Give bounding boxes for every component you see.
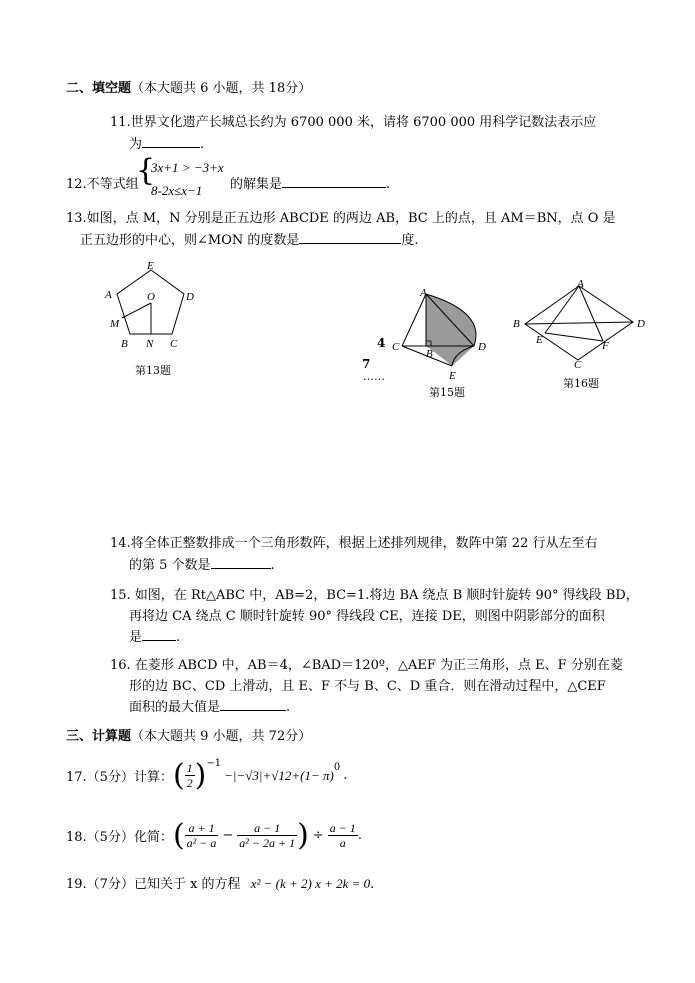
q18-f1-numerator: a + 1 xyxy=(185,821,219,836)
label-c: C xyxy=(170,338,178,350)
label-e: E xyxy=(536,334,543,346)
section-2-title: 二、填空题 xyxy=(66,81,132,96)
label-a: A xyxy=(105,289,112,301)
q18-fraction-1 xyxy=(185,821,219,850)
q18-end: . xyxy=(357,828,362,843)
figure-13-caption: 第13题 xyxy=(135,364,171,377)
q18-paren-open: ( xyxy=(172,818,185,853)
label-o: O xyxy=(147,291,155,303)
q17-fraction xyxy=(185,761,195,790)
label-a: A xyxy=(577,278,584,290)
section-3-note: （本大题共 9 小题，共 72分） xyxy=(131,729,312,744)
q11-answer-blank xyxy=(142,134,200,148)
q12-label: 12.不等式组 xyxy=(66,177,139,192)
question-15-line-1: 15. 如图，在 Rt△ABC 中，AB=2，BC=1.将边 BA 绕点 B 顺时针旋转 90° 得线段 BD， xyxy=(110,588,639,603)
fig14-row-4: 4 xyxy=(377,336,386,350)
q19-equation: x² − (k + 2) x + 2k = 0 xyxy=(250,876,371,891)
q19-end: . xyxy=(370,877,375,892)
shaded-region xyxy=(426,294,476,366)
question-17 xyxy=(66,758,347,793)
label-d: D xyxy=(186,291,194,303)
q18-label: 18.（5分）化简： xyxy=(66,830,173,845)
q14-prefix: 的第 5 个数是 xyxy=(129,558,211,573)
label-b: B xyxy=(121,338,128,350)
question-13-line-2 xyxy=(80,229,419,248)
segment-om xyxy=(122,303,151,318)
label-b: B xyxy=(426,348,433,360)
q12-inequality-1: 3x+1 > −3+x xyxy=(151,160,224,175)
question-15-line-2: 再将边 CA 绕点 C 顺时针旋转 90° 得线段 CE，连接 DE，则图中阴影部分的面积 xyxy=(129,609,605,624)
label-e: E xyxy=(449,370,456,382)
section-3-heading xyxy=(66,725,311,744)
figure-16 xyxy=(510,276,655,371)
q18-divide: ÷ xyxy=(312,828,324,843)
q12-suffix-line xyxy=(230,173,390,192)
q17-exponent: −1 xyxy=(206,758,222,769)
q17-paren-close: ) xyxy=(194,758,207,793)
label-m: M xyxy=(110,318,120,330)
label-c: C xyxy=(392,341,400,353)
fig14-ellipsis: …… xyxy=(363,370,385,383)
q12-answer-blank xyxy=(282,174,386,188)
label-d: D xyxy=(478,341,486,353)
question-11-line-1: 11.世界文化遗产长城总长约为 6700 000 米，请将 6700 000 用科学记数法表示应 xyxy=(110,115,597,130)
q17-fraction-denominator: 2 xyxy=(186,776,193,790)
segment-ae xyxy=(545,286,579,333)
label-c: C xyxy=(574,359,582,371)
section-3-title: 三、计算题 xyxy=(66,729,132,744)
q14-answer-blank xyxy=(211,555,271,569)
figure-15-caption: 第15题 xyxy=(429,386,465,399)
question-16-line-1: 16. 在菱形 ABCD 中，AB＝4，∠BAD＝120º，△AEF 为正三角形，点 E、F 分别在菱 xyxy=(110,658,623,673)
q13-answer-blank xyxy=(299,230,401,244)
q15-end: . xyxy=(176,630,181,645)
label-d: D xyxy=(637,318,645,330)
q13-end: 度. xyxy=(401,233,419,248)
question-14-line-2 xyxy=(129,554,275,573)
question-15-line-3 xyxy=(129,626,180,645)
question-18 xyxy=(66,818,362,853)
label-e: E xyxy=(147,260,154,272)
question-11-line-2 xyxy=(129,133,204,152)
q12-suffix: 的解集是 xyxy=(230,177,283,192)
q14-end: . xyxy=(270,558,275,573)
q15-answer-blank xyxy=(142,627,176,641)
q12-inequality-2: 8-2x≤x−1 xyxy=(151,183,203,198)
question-16-line-3 xyxy=(129,696,290,715)
q12-brace: { xyxy=(136,153,156,188)
q19-label: 19.（7分）已知关于 x 的方程 xyxy=(66,877,241,892)
question-14-line-1: 14.将全体正整数排成一个三角形数阵，根据上述排列规律，数阵中第 22 行从左至右 xyxy=(110,536,598,551)
q18-f3-numerator: a − 1 xyxy=(329,821,356,835)
fig14-row-7: 7 xyxy=(362,357,371,371)
question-13-line-1: 13.如图，点 M，N 分别是正五边形 ABCDE 的两边 AB，BC 上的点，且 AM＝BN，点 O 是 xyxy=(66,211,616,226)
figure-15 xyxy=(388,284,498,384)
q17-end: . xyxy=(343,768,348,783)
label-n: N xyxy=(146,338,154,350)
q12-end: . xyxy=(386,177,391,192)
question-19 xyxy=(66,873,374,892)
q15-prefix: 是 xyxy=(129,630,143,645)
q18-paren-close: ) xyxy=(297,818,309,853)
q13-prefix: 正五边形的中心，则∠MON 的度数是 xyxy=(80,233,300,248)
q18-f2-denominator: a² − 2a + 1 xyxy=(239,836,296,850)
figure-13-pentagon xyxy=(100,258,210,358)
q16-end: . xyxy=(286,700,291,715)
label-b: B xyxy=(513,318,520,330)
segment-ca xyxy=(402,294,426,346)
label-f: F xyxy=(602,340,609,352)
q11-end: . xyxy=(200,137,205,152)
section-2-heading xyxy=(66,77,311,96)
q18-f1-denominator: a² − a xyxy=(186,836,217,850)
q18-f3-denominator: a xyxy=(339,836,346,850)
label-a: A xyxy=(420,287,427,299)
q18-minus: − xyxy=(222,828,234,843)
segment-ef xyxy=(545,333,603,341)
question-16-line-2: 形的边 BC、CD 上滑动，且 E、F 不与 B、C、D 重合．则在滑动过程中，△CEF xyxy=(129,679,606,694)
q17-label: 17.（5分）计算： xyxy=(66,770,173,785)
q18-fraction-3 xyxy=(328,821,358,850)
q16-prefix: 面积的最大值是 xyxy=(129,700,221,715)
q18-f2-numerator: a − 1 xyxy=(237,821,297,836)
q17-paren-open: ( xyxy=(172,758,185,793)
q11-prefix: 为 xyxy=(129,137,143,152)
q17-fraction-numerator: 1 xyxy=(186,761,193,775)
diagonal-bd xyxy=(525,322,633,324)
figure-16-caption: 第16题 xyxy=(563,377,599,390)
section-2-note: （本大题共 6 小题，共 18分） xyxy=(131,81,312,96)
q17-expression: −|−√3|+√12+(1− π) xyxy=(224,767,334,783)
q16-answer-blank xyxy=(220,697,286,711)
q17-exponent-2: 0 xyxy=(333,762,341,773)
q18-fraction-2 xyxy=(237,821,297,850)
